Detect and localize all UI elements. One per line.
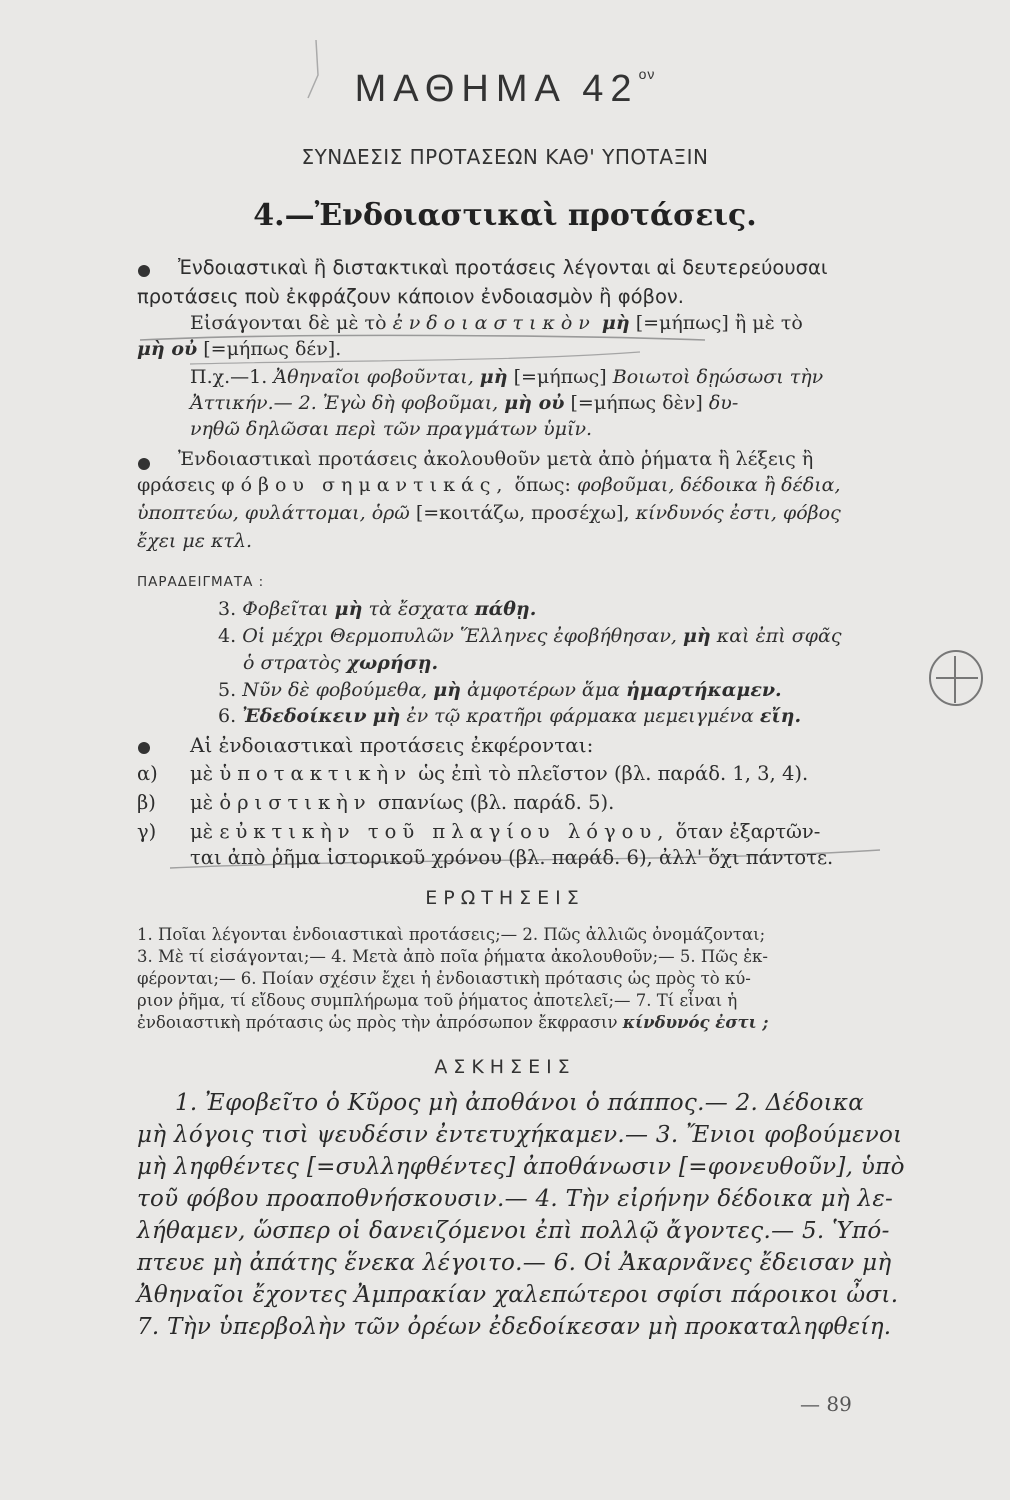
intro-line-1: Ἐνδοιαστικαὶ ἢ διστακτικαὶ προτάσεις λέγονται αἱ δευτερεύουσαι <box>178 256 828 279</box>
form-item-b: β) <box>137 791 156 814</box>
form-item-c-text: μὲ εὐκτικὴν τοῦ πλαγίου λόγου, ὅταν ἐξαρτῶν- <box>190 820 821 843</box>
lesson-title-sup: ον <box>638 66 656 82</box>
example-line-3: νηθῶ δηλῶσαι περὶ τῶν πραγμάτων ὑμῖν. <box>190 418 593 440</box>
intro-line-3: Εἰσάγονται δὲ μὲ τὸ ἐνδοιαστικὸν μὴ [=μήπως] ἢ μὲ τὸ <box>190 312 803 334</box>
examples-label: ΠΑΡΑΔΕΙΓΜΑΤΑ : <box>137 574 265 590</box>
intro-line-2: προτάσεις ποὺ ἐκφράζουν κάποιον ἐνδοιασμὸν ἢ φόβον. <box>137 285 684 308</box>
form-item-c: γ) <box>137 820 157 843</box>
verbs-line-2: φράσεις φόβου σημαντικάς, ὅπως: φοβοῦμαι, δέδοικα ἢ δέδια, <box>137 474 841 496</box>
intro-line-4: μὴ οὐ [=μήπως δέν]. <box>137 338 342 360</box>
example-item-3: 3. Φοβεῖται μὴ τὰ ἔσχατα πάθῃ. <box>218 598 537 620</box>
example-item-5: 5. Νῦν δὲ φοβούμεθα, μὴ ἀμφοτέρων ἅμα ἡμαρτήκαμεν. <box>218 679 782 701</box>
exercise-line-3: μὴ ληφθέντες [=συλληφθέντες] ἀποθάνωσιν [=φονευθοῦν], ὑπὸ <box>137 1154 905 1180</box>
exercise-line-5: λήθαμεν, ὥσπερ οἱ δανειζόμενοι ἐπὶ πολλῷ ἄγοντες.— 5. Ὑπό- <box>137 1218 890 1244</box>
question-line-3: φέρονται;— 6. Ποίαν σχέσιν ἔχει ἡ ἐνδοιαστικὴ πρότασις ὡς πρὸς τὸ κύ- <box>137 969 751 988</box>
questions-heading: ΕΡΩΤΗΣΕΙΣ <box>425 887 585 909</box>
section-heading: 4.—Ἐνδοιαστικαὶ προτάσεις. <box>253 198 757 233</box>
example-line-2: Ἀττικήν.— 2. Ἐγὼ δὴ φοβοῦμαι, μὴ οὐ [=μήπως δὲν] δυ- <box>190 392 739 414</box>
example-item-4: 4. Οἱ μέχρι Θερμοπυλῶν Ἕλληνες ἐφοβήθησαν, μὴ καὶ ἐπὶ σφᾶς <box>218 625 842 647</box>
question-line-5: ἐνδοιαστικὴ πρότασις ὡς πρὸς τὴν ἀπρόσωπον ἔκφρασιν κίνδυνός ἐστι ; <box>137 1013 769 1032</box>
lesson-subtitle: ΣΥΝΔΕΣΙΣ ΠΡΟΤΑΣΕΩΝ ΚΑΘ' ΥΠΟΤΑΞΙΝ <box>301 145 709 169</box>
form-item-a: α) <box>137 762 158 785</box>
example-item-4-cont: ὁ στρατὸς χωρήσῃ. <box>243 652 439 674</box>
form-item-c-cont: ται ἀπὸ ῥῆμα ἱστορικοῦ χρόνου (βλ. παράδ. 6), ἀλλ' ὄχι πάντοτε. <box>190 846 834 869</box>
bullet-icon <box>138 265 150 277</box>
bullet-icon <box>138 742 150 754</box>
form-item-b-text: μὲ ὁριστικὴν σπανίως (βλ. παράδ. 5). <box>190 791 615 814</box>
verbs-line-4: ἔχει με κτλ. <box>137 530 253 552</box>
exercise-line-1: 1. Ἐφοβεῖτο ὁ Κῦρος μὴ ἀποθάνοι ὁ πάππος.— 2. Δέδοικα <box>175 1090 865 1116</box>
lesson-title: ΜΑΘΗΜΑ $42^{o\nu}$ <box>354 66 656 110</box>
verbs-line-1: Ἐνδοιαστικαὶ προτάσεις ἀκολουθοῦν μετὰ ἀπὸ ῥήματα ἢ λέξεις ἢ <box>178 448 814 470</box>
exercise-line-7: Ἀθηναῖοι ἔχοντες Ἀμπρακίαν χαλεπώτεροι σφίσι πάροικοι ὦσι. <box>137 1282 899 1308</box>
question-line-1: 1. Ποῖαι λέγονται ἐνδοιαστικαὶ προτάσεις;— 2. Πῶς ἀλλιῶς ὀνομάζονται; <box>137 925 766 944</box>
exercise-line-4: τοῦ φόβου προαποθνήσκουσιν.— 4. Τὴν εἰρήνην δέδοικα μὴ λε- <box>137 1186 894 1212</box>
exercises-heading: ΑΣΚΗΣΕΙΣ <box>434 1056 576 1078</box>
example-item-6: 6. Ἐδεδοίκειν μὴ ἐν τῷ κρατῆρι φάρμακα μεμειγμένα εἴη. <box>218 705 802 727</box>
exercise-line-2: μὴ λόγοις τισὶ ψευδέσιν ἐντετυχήκαμεν.— 3. Ἔνιοι φοβούμενοι <box>137 1122 903 1148</box>
example-line-1: Π.χ.—1. Ἀθηναῖοι φοβοῦνται, μὴ [=μήπως] Βοιωτοὶ δῃώσωσι τὴν <box>190 366 824 388</box>
form-item-a-text: μὲ ὑποτακτικὴν ὡς ἐπὶ τὸ πλεῖστον (βλ. παράδ. 1, 3, 4). <box>190 762 809 785</box>
exercise-line-8: 7. Τὴν ὑπερβολὴν τῶν ὀρέων ἐδεδοίκεσαν μὴ προκαταληφθείη. <box>137 1314 892 1340</box>
bullet-icon <box>138 458 150 470</box>
question-line-4: ριον ῥῆμα, τί εἴδους συμπλήρωμα τοῦ ῥήματος ἀποτελεῖ;— 7. Τί εἶναι ἡ <box>137 991 738 1010</box>
exercise-line-6: πτευε μὴ ἀπάτης ἕνεκα λέγοιτο.— 6. Οἱ Ἀκαρνᾶνες ἔδεισαν μὴ <box>137 1250 892 1276</box>
page-number: — 89 <box>800 1392 852 1416</box>
verbs-line-3: ὑποπτεύω, φυλάττομαι, ὁρῶ [=κοιτάζω, προσέχω], κίνδυνός ἐστι, φόβος <box>137 502 841 524</box>
forms-heading: Αἱ ἐνδοιαστικαὶ προτάσεις ἐκφέρονται: <box>190 733 594 757</box>
question-line-2: 3. Μὲ τί εἰσάγονται;— 4. Μετὰ ἀπὸ ποῖα ῥήματα ἀκολουθοῦν;— 5. Πῶς ἐκ- <box>137 947 768 966</box>
